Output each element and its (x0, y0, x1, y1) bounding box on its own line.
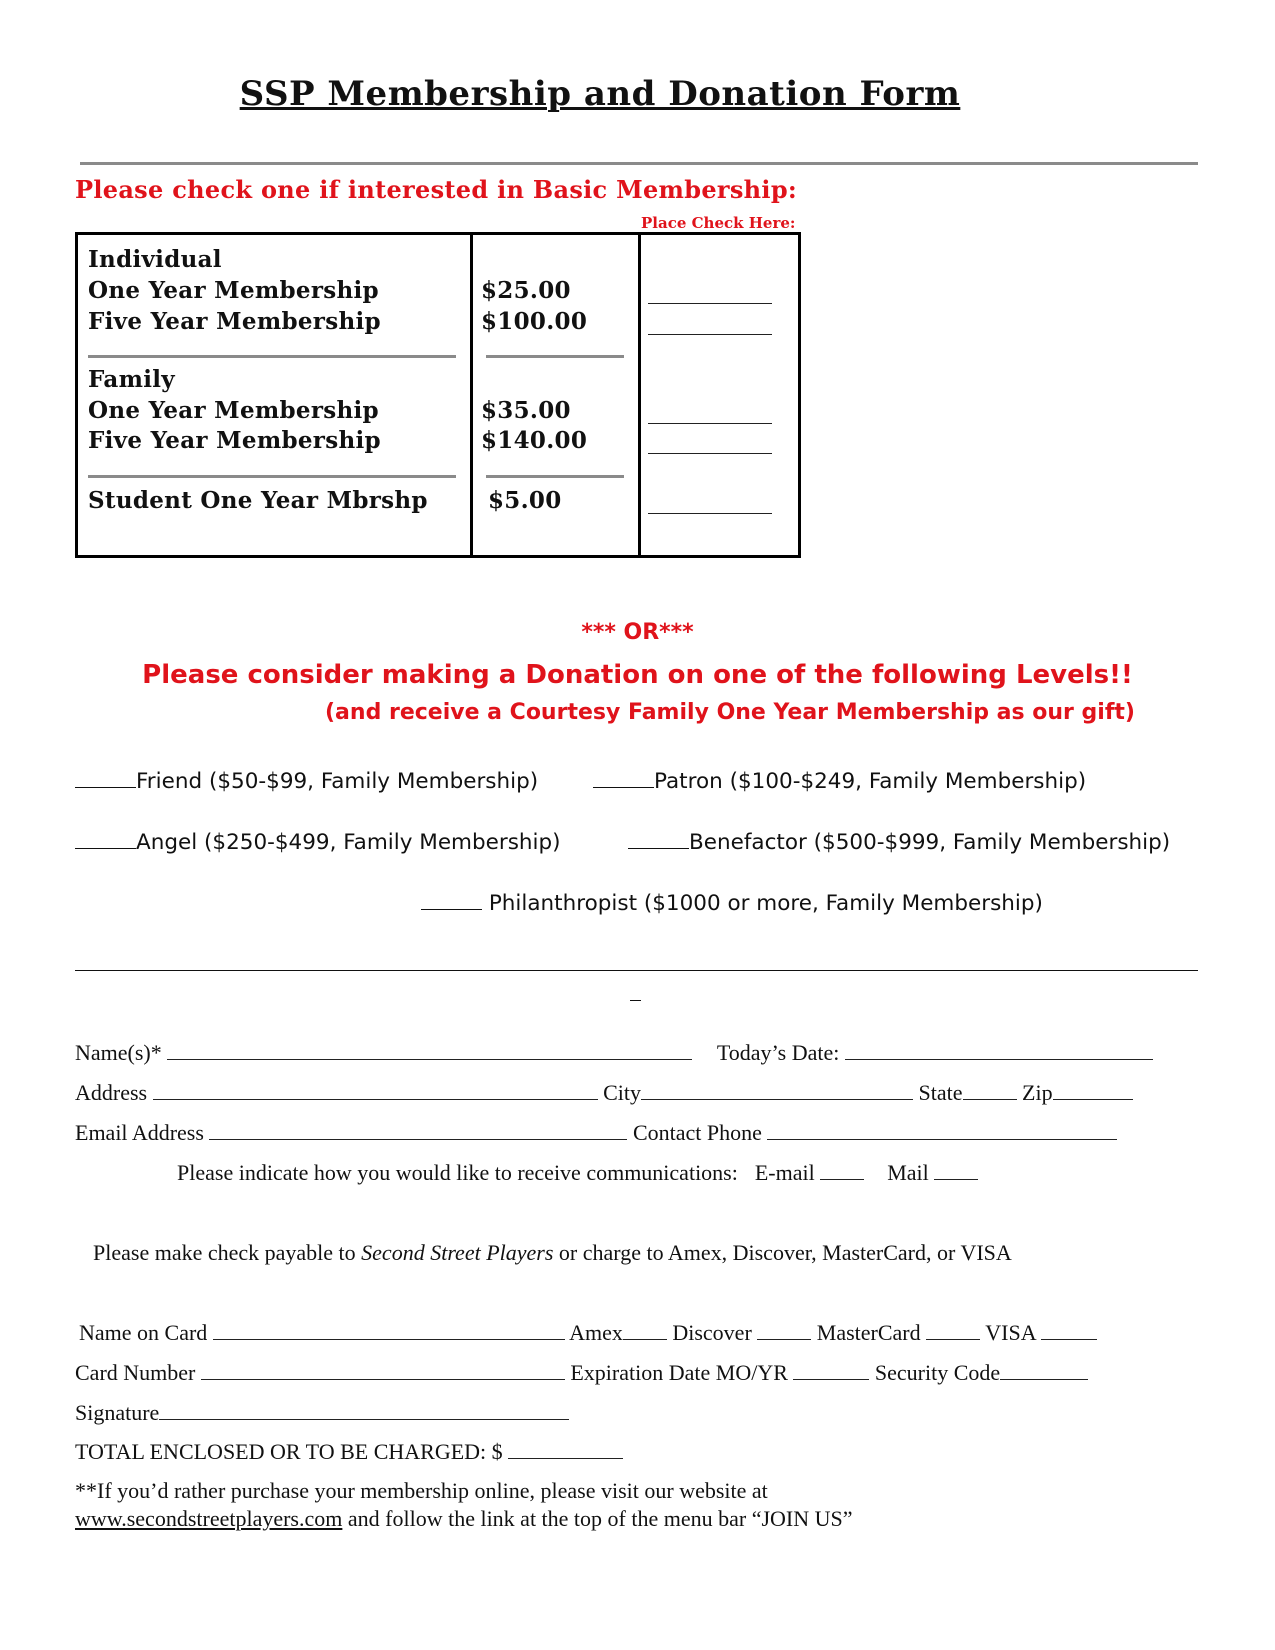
card-number-row (75, 1360, 1088, 1386)
payment-note-start: Please make check payable to (93, 1240, 362, 1265)
family-one-year-check[interactable] (648, 423, 772, 424)
card-number-input[interactable] (201, 1361, 565, 1380)
discover-check[interactable] (757, 1321, 811, 1340)
form-title: SSP Membership and Donation Form (239, 74, 961, 114)
donation-heading: Please consider making a Donation on one of the following Levels!! (142, 660, 1133, 690)
footer-line-2-rest: and follow the link at the top of the menu bar “JOIN US” (342, 1506, 853, 1531)
names-input[interactable] (167, 1041, 692, 1060)
state-label: State (918, 1080, 963, 1105)
date-input[interactable] (845, 1041, 1153, 1060)
card-name-row (79, 1320, 1097, 1346)
individual-five-year-check[interactable] (648, 334, 772, 335)
address-label: Address (75, 1080, 148, 1105)
website-link[interactable]: www.secondstreetplayers.com (75, 1506, 343, 1531)
section-separator (88, 355, 456, 358)
section-separator (486, 475, 624, 478)
email-row (75, 1120, 1117, 1146)
email-label: Email Address (75, 1120, 204, 1145)
place-check-label: Place Check Here: (641, 214, 796, 232)
student-check[interactable] (648, 513, 772, 514)
title-divider (80, 162, 1198, 165)
donation-level-angel (75, 828, 561, 855)
benefactor-check-blank[interactable] (628, 828, 689, 849)
family-five-year-label: Five Year Membership (88, 427, 381, 454)
security-code-input[interactable] (1000, 1361, 1088, 1380)
payment-note-end: or charge to Amex, Discover, MasterCard, or VISA (553, 1240, 1012, 1265)
amex-check[interactable] (623, 1321, 667, 1340)
student-label: Student One Year Mbrshp (88, 487, 428, 514)
comm-mail-label: Mail (887, 1160, 929, 1185)
individual-one-year-price: $25.00 (481, 277, 571, 304)
names-row (75, 1040, 1153, 1066)
comm-email-label: E-mail (754, 1160, 815, 1185)
family-heading: Family (88, 366, 175, 393)
section-separator (88, 475, 456, 478)
section-separator (486, 355, 624, 358)
donation-level-philanthropist (421, 889, 1043, 916)
online-purchase-note (75, 1477, 853, 1533)
donation-level-benefactor (628, 828, 1170, 855)
security-code-label: Security Code (874, 1360, 1001, 1385)
signature-input[interactable] (159, 1401, 569, 1420)
total-row (75, 1439, 623, 1465)
individual-five-year-label: Five Year Membership (88, 308, 381, 335)
total-input[interactable] (508, 1440, 623, 1459)
angel-check-blank[interactable] (75, 828, 136, 849)
payment-note (93, 1240, 1012, 1266)
signature-row (75, 1400, 569, 1426)
amex-label: Amex (569, 1320, 623, 1345)
expiration-label: Expiration Date MO/YR (570, 1360, 788, 1385)
family-one-year-label: One Year Membership (88, 397, 379, 424)
individual-five-year-price: $100.00 (481, 308, 588, 335)
section-divider-line (75, 970, 1198, 971)
city-input[interactable] (641, 1081, 913, 1100)
family-one-year-price: $35.00 (481, 397, 571, 424)
friend-label: Friend ($50-$99, Family Membership) (136, 769, 539, 794)
donation-level-patron (593, 767, 1086, 794)
friend-check-blank[interactable] (75, 767, 136, 788)
benefactor-label: Benefactor ($500-$999, Family Membership) (689, 830, 1171, 855)
mastercard-check[interactable] (926, 1321, 980, 1340)
philanthropist-check-blank[interactable] (421, 889, 482, 910)
philanthropist-label: Philanthropist ($1000 or more, Family Membership) (482, 891, 1043, 916)
zip-label: Zip (1022, 1080, 1053, 1105)
communication-prompt: Please indicate how you would like to receive communications: (177, 1160, 738, 1185)
address-input[interactable] (153, 1081, 598, 1100)
membership-table (75, 232, 801, 558)
date-label: Today’s Date: (716, 1040, 840, 1065)
student-price: $5.00 (488, 487, 562, 514)
zip-input[interactable] (1053, 1081, 1133, 1100)
footer-line-2 (75, 1505, 853, 1533)
divider-dash (630, 1000, 641, 1001)
visa-check[interactable] (1041, 1321, 1097, 1340)
table-column-divider (638, 235, 641, 555)
individual-one-year-check[interactable] (648, 303, 772, 304)
or-separator: *** OR*** (581, 620, 694, 645)
email-input[interactable] (209, 1121, 627, 1140)
names-label: Name(s)* (75, 1040, 162, 1065)
patron-label: Patron ($100-$249, Family Membership) (654, 769, 1087, 794)
state-input[interactable] (963, 1081, 1017, 1100)
basic-membership-heading: Please check one if interested in Basic Membership: (75, 175, 798, 204)
donation-subheading: (and receive a Courtesy Family One Year Membership as our gift) (325, 700, 1135, 725)
total-label: TOTAL ENCLOSED OR TO BE CHARGED: $ (75, 1439, 503, 1464)
card-number-label: Card Number (75, 1360, 196, 1385)
comm-mail-check[interactable] (934, 1161, 978, 1180)
payee-name: Second Street Players (361, 1240, 554, 1265)
patron-check-blank[interactable] (593, 767, 654, 788)
signature-label: Signature (75, 1400, 160, 1425)
name-on-card-input[interactable] (213, 1321, 565, 1340)
individual-one-year-label: One Year Membership (88, 277, 379, 304)
donation-level-friend (75, 767, 538, 794)
angel-label: Angel ($250-$499, Family Membership) (136, 830, 561, 855)
address-row (75, 1080, 1133, 1106)
footer-line-1: **If you’d rather purchase your membership online, please visit our website at (75, 1478, 768, 1503)
table-column-divider (470, 235, 473, 555)
discover-label: Discover (672, 1320, 752, 1345)
phone-input[interactable] (767, 1121, 1117, 1140)
city-label: City (603, 1080, 642, 1105)
family-five-year-price: $140.00 (481, 427, 588, 454)
expiration-input[interactable] (793, 1361, 869, 1380)
communication-row (177, 1160, 978, 1186)
name-on-card-label: Name on Card (79, 1320, 208, 1345)
mastercard-label: MasterCard (816, 1320, 921, 1345)
phone-label: Contact Phone (632, 1120, 762, 1145)
visa-label: VISA (985, 1320, 1036, 1345)
comm-email-check[interactable] (820, 1161, 864, 1180)
individual-heading: Individual (88, 246, 222, 273)
family-five-year-check[interactable] (648, 453, 772, 454)
